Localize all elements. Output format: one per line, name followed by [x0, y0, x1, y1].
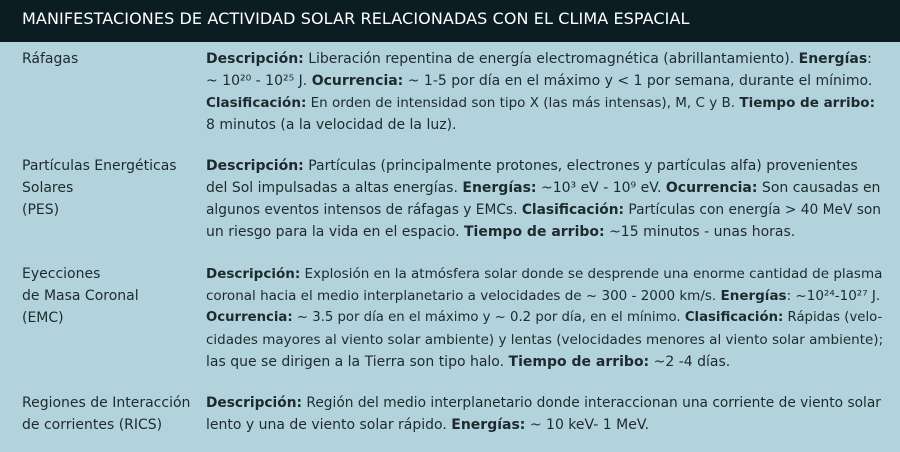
- description-line: [206, 199, 886, 221]
- field-text: las que se dirigen a la Tierra son tipo halo.: [206, 354, 509, 370]
- field-text: Partículas (principalmente protones, electrones y partículas alfa) provenientes: [303, 158, 858, 174]
- field-text: ~2 -4 días.: [649, 354, 731, 370]
- field-text: del Sol impulsadas a altas energías.: [206, 180, 463, 196]
- field-label: Descripción:: [206, 158, 304, 174]
- field-text: ~ 10²⁰ - 10²⁵ J.: [206, 73, 312, 89]
- field-label: Clasificación:: [684, 310, 784, 325]
- field-text: coronal hacia el medio interplanetario a velocidades de ~ 300 - 2000 km/s.: [206, 288, 721, 304]
- description: [206, 48, 886, 136]
- description: [206, 155, 886, 243]
- field-text: Rápidas (velo-: [783, 310, 883, 325]
- field-label: Clasificación:: [206, 95, 307, 111]
- category-line: Eyecciones: [22, 266, 101, 282]
- description-line: [206, 114, 886, 136]
- field-label: Tiempo de arribo:: [739, 95, 875, 111]
- category-label: [22, 392, 197, 436]
- description-line: [206, 48, 886, 70]
- field-label: Descripción:: [206, 395, 303, 411]
- description-line: [206, 414, 886, 436]
- field-label: Energías:: [451, 417, 526, 433]
- field-text: ~ 10 keV- 1 MeV.: [525, 417, 650, 433]
- field-text: : ~10²⁴-10²⁷ J.: [786, 288, 881, 304]
- description-line: [206, 307, 886, 329]
- description-line: [206, 92, 886, 114]
- field-label: Energías: [720, 288, 787, 304]
- field-text: Región del medio interplanetario donde interaccionan una corriente de viento solar: [302, 395, 881, 411]
- field-label: Descripción:: [206, 51, 304, 67]
- field-text: ~10³ eV - 10⁹ eV.: [536, 180, 666, 196]
- field-text: lento y una de viento solar rápido.: [206, 417, 452, 433]
- field-label: Ocurrencia:: [311, 73, 404, 89]
- field-label: Tiempo de arribo:: [508, 354, 650, 370]
- description-line: [206, 285, 886, 307]
- description-line: [206, 70, 886, 92]
- category-line: Solares: [22, 180, 74, 196]
- description-line: [206, 263, 886, 285]
- category-line: (PES): [22, 202, 60, 218]
- field-text: ~ 1-5 por día en el máximo y < 1 por semana, durante el mínimo.: [403, 73, 873, 89]
- category-line: Ráfagas: [22, 51, 79, 67]
- description-line: [206, 221, 886, 243]
- category-line: (EMC): [22, 310, 64, 326]
- field-text: ~ 3.5 por día en el máximo y ~ 0.2 por día, en el mínimo.: [292, 310, 685, 325]
- field-label: Tiempo de arribo:: [463, 224, 605, 240]
- category-line: Partículas Energéticas: [22, 158, 177, 174]
- field-label: Clasificación:: [521, 202, 625, 218]
- category-label: [22, 263, 197, 329]
- field-text: En orden de intensidad son tipo X (las más intensas), M, C y B.: [306, 95, 740, 111]
- field-text: 8 minutos (a la velocidad de la luz).: [206, 117, 457, 133]
- description-line: [206, 392, 886, 414]
- field-text: Explosión en la atmósfera solar donde se desprende una enorme cantidad de plasma: [300, 266, 883, 282]
- field-text: un riesgo para la vida en el espacio.: [206, 224, 464, 240]
- field-text: Liberación repentina de energía electromagnética (abrillantamiento).: [303, 51, 799, 67]
- description-line: [206, 155, 886, 177]
- field-label: Ocurrencia:: [206, 310, 293, 325]
- description-line: [206, 329, 886, 351]
- description-line: [206, 177, 886, 199]
- category-line: de corrientes (RICS): [22, 417, 163, 433]
- field-label: Ocurrencia:: [665, 180, 758, 196]
- category-label: [22, 155, 197, 221]
- field-text: Son causadas en: [757, 180, 881, 196]
- field-text: Partículas con energía > 40 MeV son: [624, 202, 882, 218]
- field-text: :: [867, 51, 872, 67]
- field-text: cidades mayores al viento solar ambiente) y lentas (velocidades menores al viento solar ambiente);: [206, 332, 884, 348]
- field-text: algunos eventos intensos de ráfagas y EMCs.: [206, 202, 522, 218]
- field-label: Descripción:: [206, 266, 301, 282]
- description-line: [206, 351, 886, 373]
- description: [206, 263, 886, 373]
- table-title: MANIFESTACIONES DE ACTIVIDAD SOLAR RELACIONADAS CON EL CLIMA ESPACIAL: [0, 0, 900, 42]
- category-line: de Masa Coronal: [22, 288, 139, 304]
- description: [206, 392, 886, 436]
- category-line: Regiones de Interacción: [22, 395, 191, 411]
- category-label: [22, 48, 197, 70]
- field-text: ~15 minutos - unas horas.: [604, 224, 796, 240]
- field-label: Energías:: [462, 180, 537, 196]
- field-label: Energías: [798, 51, 868, 67]
